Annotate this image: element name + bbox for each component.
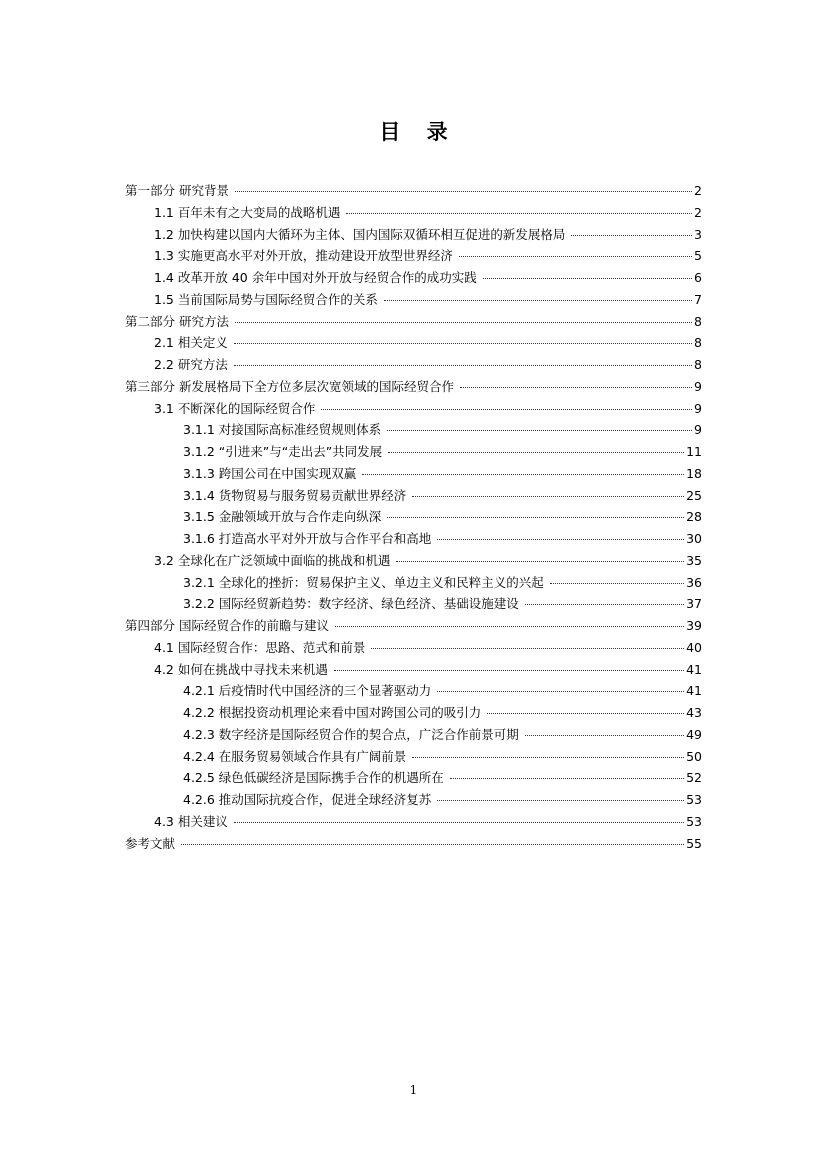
toc-dot-leader	[181, 843, 684, 845]
toc-entry-title: 第四部分 国际经贸合作的前瞻与建议	[125, 618, 329, 633]
toc-entry-title: 4.2.2 根据投资动机理论来看中国对跨国公司的吸引力	[183, 705, 482, 720]
toc-dot-leader	[437, 799, 684, 801]
toc-entry-title: 4.2.3 数字经济是国际经贸合作的契合点，广泛合作前景可期	[183, 726, 519, 742]
toc-entry-title: 3.2.1 全球化的挫折：贸易保护主义、单边主义和民粹主义的兴起	[183, 574, 544, 590]
toc-entry-page: 52	[686, 770, 702, 786]
toc-entry[interactable]	[125, 267, 702, 289]
toc-dot-leader	[321, 408, 692, 410]
toc-entry[interactable]	[125, 224, 702, 246]
toc-dot-leader	[235, 321, 692, 323]
toc-entry[interactable]	[125, 180, 702, 202]
toc-entry-title: 4.2 如何在挑战中寻找未来机遇	[154, 661, 328, 677]
toc-entry-page: 53	[686, 792, 702, 807]
toc-dot-leader	[459, 255, 692, 257]
toc-dot-leader	[384, 299, 692, 301]
toc-entry-title: 3.1.4 货物贸易与服务贸易贡献世界经济	[183, 487, 407, 503]
toc-entry-title: 3.1.5 金融领域开放与合作走向纵深	[183, 509, 382, 525]
toc-dot-leader	[437, 690, 684, 692]
toc-entry[interactable]	[125, 289, 702, 311]
toc-entry-page: 39	[686, 618, 702, 633]
toc-entry-page: 28	[686, 509, 702, 525]
toc-entry-page: 40	[686, 639, 702, 655]
toc-dot-leader	[487, 712, 684, 714]
toc-entry-page: 18	[686, 465, 702, 481]
toc-entry-page: 30	[686, 531, 702, 546]
toc-entry[interactable]	[125, 789, 702, 811]
toc-entry-title: 第一部分 研究背景	[125, 183, 229, 198]
toc-entry[interactable]	[125, 615, 702, 637]
toc-entry-title: 1.1 百年未有之大变局的战略机遇	[154, 204, 341, 220]
toc-entry-page: 3	[694, 226, 702, 242]
toc-dot-leader	[550, 582, 684, 584]
toc-entry-title: 1.3 实施更高水平对外开放，推动建设开放型世界经济	[154, 248, 453, 264]
toc-dot-leader	[460, 386, 692, 388]
toc-entry-page: 5	[694, 248, 702, 264]
toc-entry-title: 4.3 相关建议	[154, 813, 228, 829]
toc-entry[interactable]	[125, 485, 702, 507]
toc-entry[interactable]	[125, 332, 702, 354]
toc-entry[interactable]	[125, 354, 702, 376]
toc-entry[interactable]	[125, 811, 702, 833]
toc-entry-title: 4.2.4 在服务贸易领域合作具有广阔前景	[183, 748, 407, 764]
toc-entry[interactable]	[125, 593, 702, 615]
toc-entry-title: 1.4 改革开放 40 余年中国对外开放与经贸合作的成功实践	[154, 270, 477, 285]
toc-entry-page: 43	[686, 705, 702, 720]
toc-entry-page: 11	[686, 444, 702, 459]
toc-dot-leader	[335, 625, 684, 627]
toc-entry[interactable]	[125, 202, 702, 224]
toc-dot-leader	[437, 538, 684, 540]
toc-entry[interactable]	[125, 724, 702, 746]
toc-entry-page: 2	[694, 183, 702, 198]
toc-entry-title: 4.2.6 推动国际抗疫合作，促进全球经济复苏	[183, 792, 432, 807]
toc-entry-title: 4.2.5 绿色低碳经济是国际携手合作的机遇所在	[183, 770, 444, 786]
page-title: 目 录	[379, 120, 458, 144]
toc-entry-title: 3.1.1 对接国际高标准经贸规则体系	[183, 422, 382, 438]
table-of-contents	[125, 180, 702, 854]
toc-dot-leader	[346, 212, 692, 214]
toc-dot-leader	[362, 473, 684, 475]
toc-entry-page: 49	[686, 726, 702, 742]
toc-entry-page: 53	[686, 813, 702, 829]
toc-entry[interactable]	[125, 376, 702, 398]
toc-entry-title: 2.1 相关定义	[154, 335, 228, 351]
toc-dot-leader	[388, 451, 684, 453]
toc-entry[interactable]	[125, 550, 702, 572]
toc-entry-title: 1.2 加快构建以国内大循环为主体、国内国际双循环相互促进的新发展格局	[154, 226, 566, 242]
toc-entry-title: 4.1 国际经贸合作：思路、范式和前景	[154, 639, 366, 655]
toc-entry[interactable]	[125, 702, 702, 724]
toc-entry[interactable]	[125, 419, 702, 441]
toc-entry-page: 9	[694, 378, 702, 394]
toc-dot-leader	[234, 342, 692, 344]
toc-entry-page: 41	[686, 683, 702, 699]
toc-entry-page: 9	[694, 422, 702, 438]
toc-entry-page: 25	[686, 487, 702, 503]
toc-dot-leader	[525, 603, 684, 605]
toc-entry[interactable]	[125, 746, 702, 768]
toc-entry-page: 8	[694, 313, 702, 329]
toc-entry-page: 41	[686, 661, 702, 677]
toc-entry-title: 1.5 当前国际局势与国际经贸合作的关系	[154, 291, 378, 307]
toc-entry-page: 7	[694, 291, 702, 307]
toc-dot-leader	[234, 364, 692, 366]
toc-entry-title: 第三部分 新发展格局下全方位多层次宽领域的国际经贸合作	[125, 378, 454, 394]
toc-entry[interactable]	[125, 311, 702, 333]
toc-dot-leader	[234, 821, 684, 823]
toc-entry-title: 3.1 不断深化的国际经贸合作	[154, 400, 316, 416]
toc-entry[interactable]	[125, 637, 702, 659]
toc-dot-leader	[387, 516, 684, 518]
toc-dot-leader	[387, 429, 692, 431]
toc-entry[interactable]	[125, 441, 702, 463]
toc-entry-title: 3.1.3 跨国公司在中国实现双赢	[183, 465, 357, 481]
toc-dot-leader	[371, 647, 684, 649]
toc-dot-leader	[334, 669, 684, 671]
toc-dot-leader	[396, 560, 684, 562]
toc-dot-leader	[483, 277, 692, 279]
toc-entry[interactable]	[125, 659, 702, 681]
toc-entry-title: 第二部分 研究方法	[125, 313, 229, 329]
toc-entry[interactable]	[125, 506, 702, 528]
toc-entry-page: 36	[686, 574, 702, 590]
toc-dot-leader	[450, 777, 684, 779]
toc-entry-title: 3.2.2 国际经贸新趋势：数字经济、绿色经济、基础设施建设	[183, 596, 519, 612]
toc-entry-page: 8	[694, 335, 702, 351]
toc-entry-page: 6	[694, 270, 702, 285]
toc-entry[interactable]	[125, 767, 702, 789]
toc-dot-leader	[571, 234, 692, 236]
toc-dot-leader	[412, 756, 684, 758]
toc-entry-page: 2	[694, 204, 702, 220]
toc-entry-title: 4.2.1 后疫情时代中国经济的三个显著驱动力	[183, 683, 432, 699]
toc-entry-title: 2.2 研究方法	[154, 357, 228, 372]
toc-entry-page: 35	[686, 552, 702, 568]
toc-entry-page: 9	[694, 400, 702, 416]
toc-entry-title: 3.2 全球化在广泛领域中面临的挑战和机遇	[154, 552, 391, 568]
toc-entry[interactable]	[125, 463, 702, 485]
toc-entry-page: 55	[686, 835, 702, 851]
toc-entry-page: 50	[686, 748, 702, 764]
page-number: 1	[409, 1083, 418, 1097]
toc-dot-leader	[235, 190, 692, 192]
toc-entry-page: 8	[694, 357, 702, 372]
toc-entry-title: 参考文献	[125, 835, 176, 851]
toc-dot-leader	[412, 495, 684, 497]
toc-entry[interactable]	[125, 398, 702, 420]
toc-entry[interactable]	[125, 833, 702, 855]
toc-entry[interactable]	[125, 680, 702, 702]
toc-entry-title: 3.1.2 “引进来”与“走出去”共同发展	[183, 444, 383, 459]
toc-entry[interactable]	[125, 528, 702, 550]
toc-entry[interactable]	[125, 245, 702, 267]
toc-dot-leader	[525, 734, 684, 736]
toc-entry-page: 37	[686, 596, 702, 612]
toc-entry[interactable]	[125, 572, 702, 594]
toc-entry-title: 3.1.6 打造高水平对外开放与合作平台和高地	[183, 531, 432, 546]
